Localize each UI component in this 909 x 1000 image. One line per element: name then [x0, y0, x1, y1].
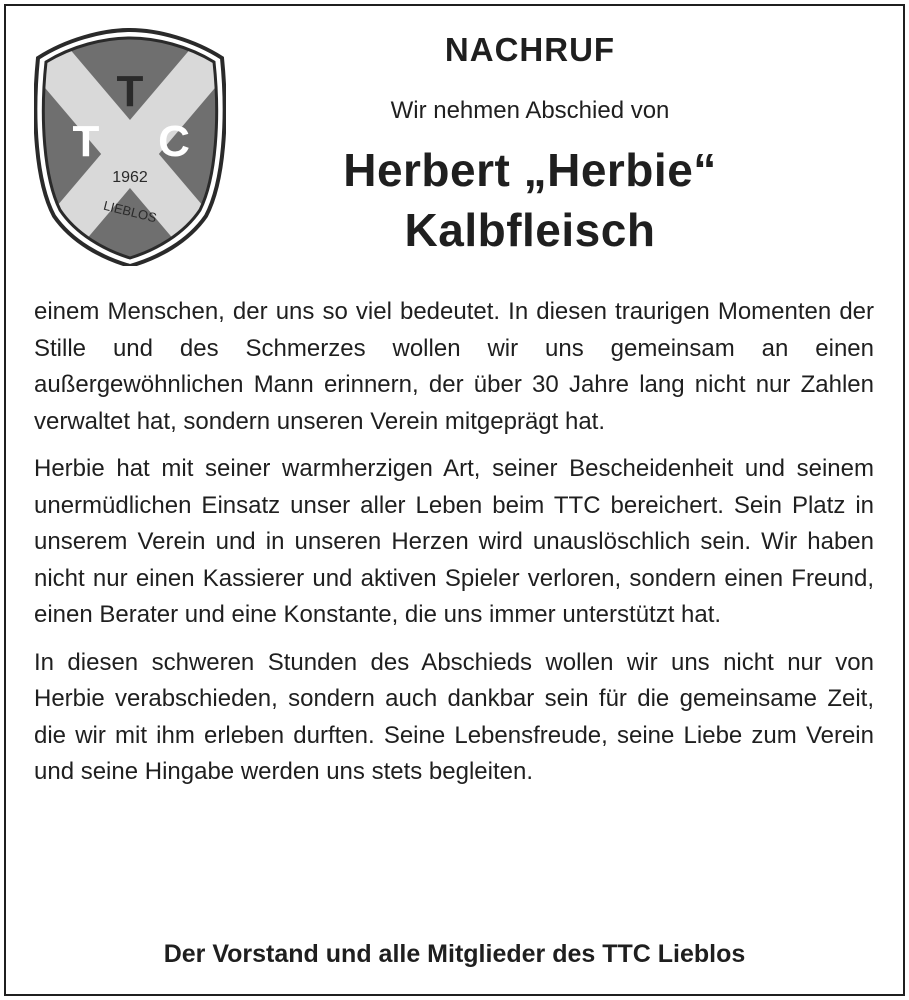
- obituary-signature: Der Vorstand und alle Mitglieder des TTC Lieblos: [163, 940, 746, 968]
- logo-place: LIEBLOS: [102, 197, 159, 226]
- deceased-name-line-2: Kalbfleisch: [404, 204, 656, 256]
- obituary-paragraph-3: In diesen schweren Stunden des Abschieds wollen wir uns nicht nur von Herbie verabschieden, sondern auch dankbar sein für die gemeinsame Zeit, die wir mit ihm erleben durften. Seine Lebensfreude, seine Liebe zum Verein und seine Hingabe werden uns stets begleiten.: [34, 648, 874, 785]
- obituary-paragraph-2: Herbie hat mit seiner warmherzigen Art, seiner Bescheidenheit und seinem unermüdlichen Einsatz unser aller Leben beim TTC bereichert. Sein Platz in unserem Verein und in unseren Herzen wird unauslöschlich sein. Wir haben nicht nur einen Kassierer und aktiven Spieler verloren, sondern einen Freund, einen Berater und eine Konstante, die uns immer unterstützt hat.: [34, 455, 874, 628]
- obituary-body: [34, 294, 874, 802]
- logo-letter-top: T: [116, 67, 144, 116]
- obituary-paragraph-1: einem Menschen, der uns so viel bedeutet. In diesen traurigen Momenten der Stille und des Schmerzes wollen wir uns gemeinsam an einen außergewöhnlichen Mann erinnern, der über 30 Jahre lang nicht nur Zahlen verwaltet hat, sondern unseren Verein mitgeprägt hat.: [34, 298, 874, 435]
- obituary-title: NACHRUF: [444, 31, 616, 68]
- obituary-header: [250, 30, 810, 260]
- logo-year: 1962: [112, 169, 148, 186]
- deceased-name-line-1: Herbert „Herbie“: [343, 144, 717, 196]
- logo-letter-right: C: [158, 117, 190, 166]
- deceased-name: [250, 140, 810, 260]
- logo-letter-left: T: [72, 117, 100, 166]
- obituary-intro: Wir nehmen Abschied von: [390, 97, 670, 124]
- ttc-lieblos-logo: [34, 28, 226, 266]
